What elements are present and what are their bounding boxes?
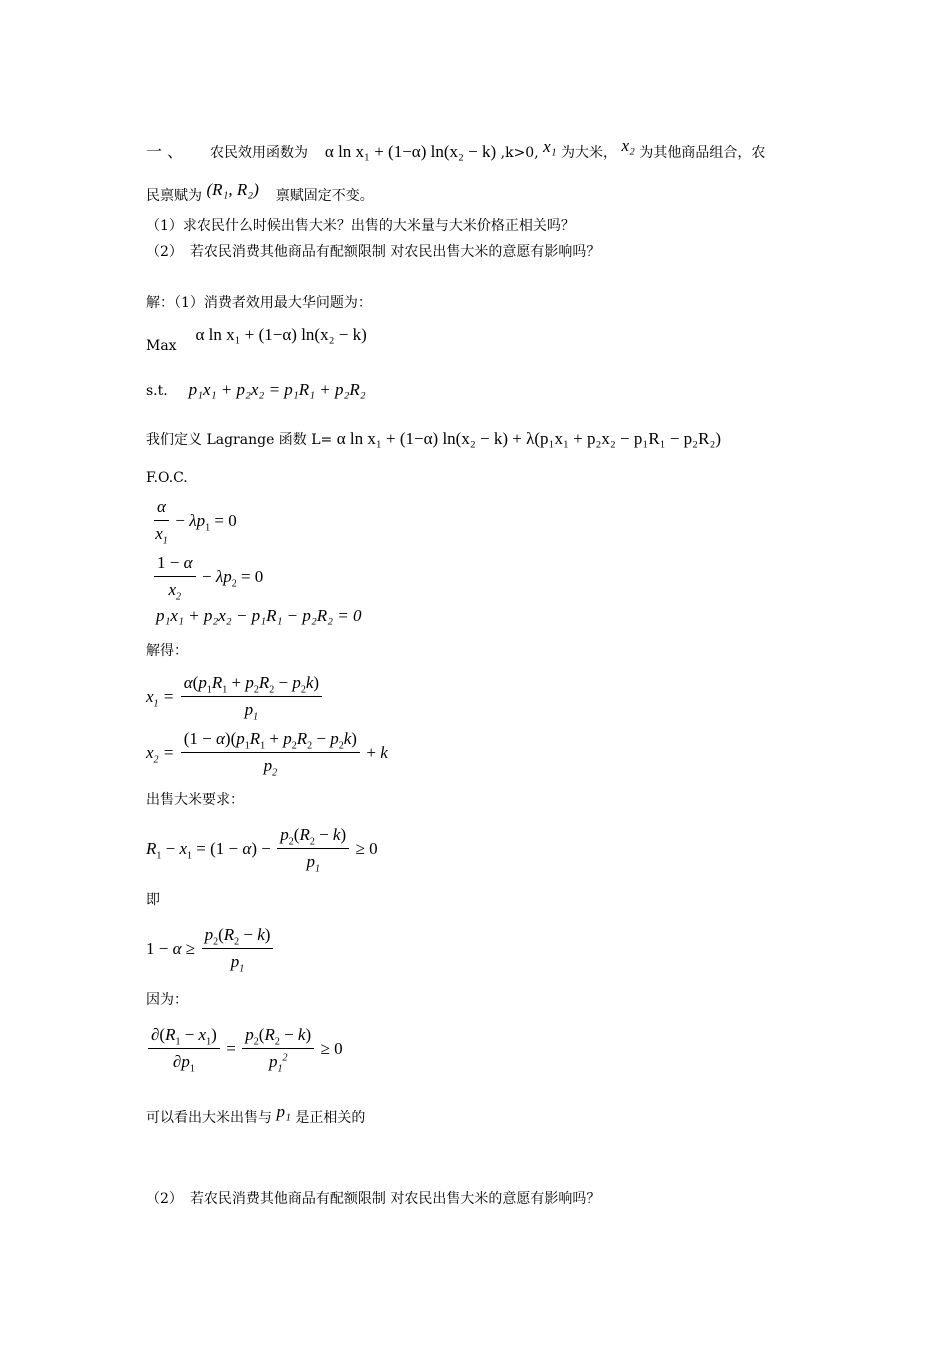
x1-description: 为大米，: [561, 145, 618, 161]
conclusion-b: 是正相关的: [295, 1110, 366, 1126]
max-label: Max: [146, 338, 177, 354]
solve-label: 解得：: [146, 643, 188, 659]
x1-symbol: x₁: [543, 137, 557, 156]
problem-line-2: [146, 180, 374, 205]
problem-intro-b: 民禀赋为: [146, 188, 202, 204]
lagrange-line: [146, 430, 721, 449]
x2-symbol: x₂: [621, 136, 635, 155]
conclusion: [146, 1102, 366, 1127]
utility-function: α ln x₁ + (1−α) ln(x₂ − k): [324, 142, 497, 161]
endowment: (R₁, R₂): [206, 180, 259, 199]
ie-label: 即: [146, 892, 160, 908]
foc-1: $\frac{\alpha}{x_1}$ − $\lambda p_1 = 0$: [155, 497, 237, 547]
p1-symbol: p₁: [276, 1102, 291, 1121]
x2-description: 为其他商品组合，农: [639, 145, 766, 161]
question-1: （1）求农民什么时候出售大米？出售的大米量与大米价格正相关吗？: [146, 218, 575, 234]
ie-condition: 1 − α ≥ $\frac{p_2(R_2 - k)}{p_1}$: [146, 924, 275, 973]
foc-3: p₁x₁ + p₂x₂ − p₁R₁ − p₂R₂ = 0: [156, 606, 362, 625]
lagrange-expression: α ln x₁ + (1−α) ln(x₂ − k) + λ(p₁x₁ + p₂x₂ − p₁R₁ − p₂R₂): [336, 429, 722, 448]
k-condition: ,k>0,: [500, 145, 539, 161]
question-2: （2） 若农民消费其他商品有配额限制 对农民出售大米的意愿有影响吗？: [146, 244, 601, 260]
sell-label: 出售大米要求：: [146, 792, 244, 808]
problem-number: 一 、: [146, 142, 184, 161]
problem-line-1: [146, 136, 766, 162]
st-label: s.t.: [146, 383, 168, 399]
solution-intro: 解：（1）消费者效用最大华问题为：: [146, 295, 372, 311]
max-line: [146, 325, 367, 354]
x1-solution: $x_1$ = $\frac{\alpha(p_1R_1 + p_2R_2 - p_2k)}{p_1}$: [146, 672, 324, 721]
conclusion-a: 可以看出大米出售与: [146, 1110, 272, 1126]
max-expression: α ln x₁ + (1−α) ln(x₂ − k): [195, 325, 367, 344]
because-label: 因为：: [146, 992, 188, 1008]
foc-2: $\frac{1 - \alpha}{x_2}$ − $\lambda p_2 = 0$: [152, 552, 263, 601]
sell-condition: $R_1 - x_1 = (1 - \alpha)$ − $\frac{p_2(R_2 - k)}{p_1}$ ≥ 0: [146, 825, 378, 875]
question-2-repeat: （2） 若农民消费其他商品有配额限制 对农民出售大米的意愿有影响吗？: [146, 1191, 601, 1207]
lagrange-label: 我们定义 Lagrange 函数 L=: [146, 432, 333, 448]
derivative: $\frac{\partial(R_1 - x_1)}{\partial p_1}$ = $\frac{p_2(R_2 - k)}{p_1^2}$ ≥ 0: [146, 1024, 343, 1073]
foc-label: F.O.C.: [146, 470, 188, 486]
problem-intro-a: 农民效用函数为: [210, 145, 308, 161]
x2-solution: $x_2$ = $\frac{(1 - \alpha)(p_1R_1 + p_2R_2 - p_2k)}{p_2}$ + k: [146, 729, 388, 779]
constraint-expression: p₁x₁ + p₂x₂ = p₁R₁ + p₂R₂: [188, 380, 366, 399]
constraint-line: [146, 381, 366, 400]
problem-intro-c: 禀赋固定不变。: [275, 188, 374, 204]
